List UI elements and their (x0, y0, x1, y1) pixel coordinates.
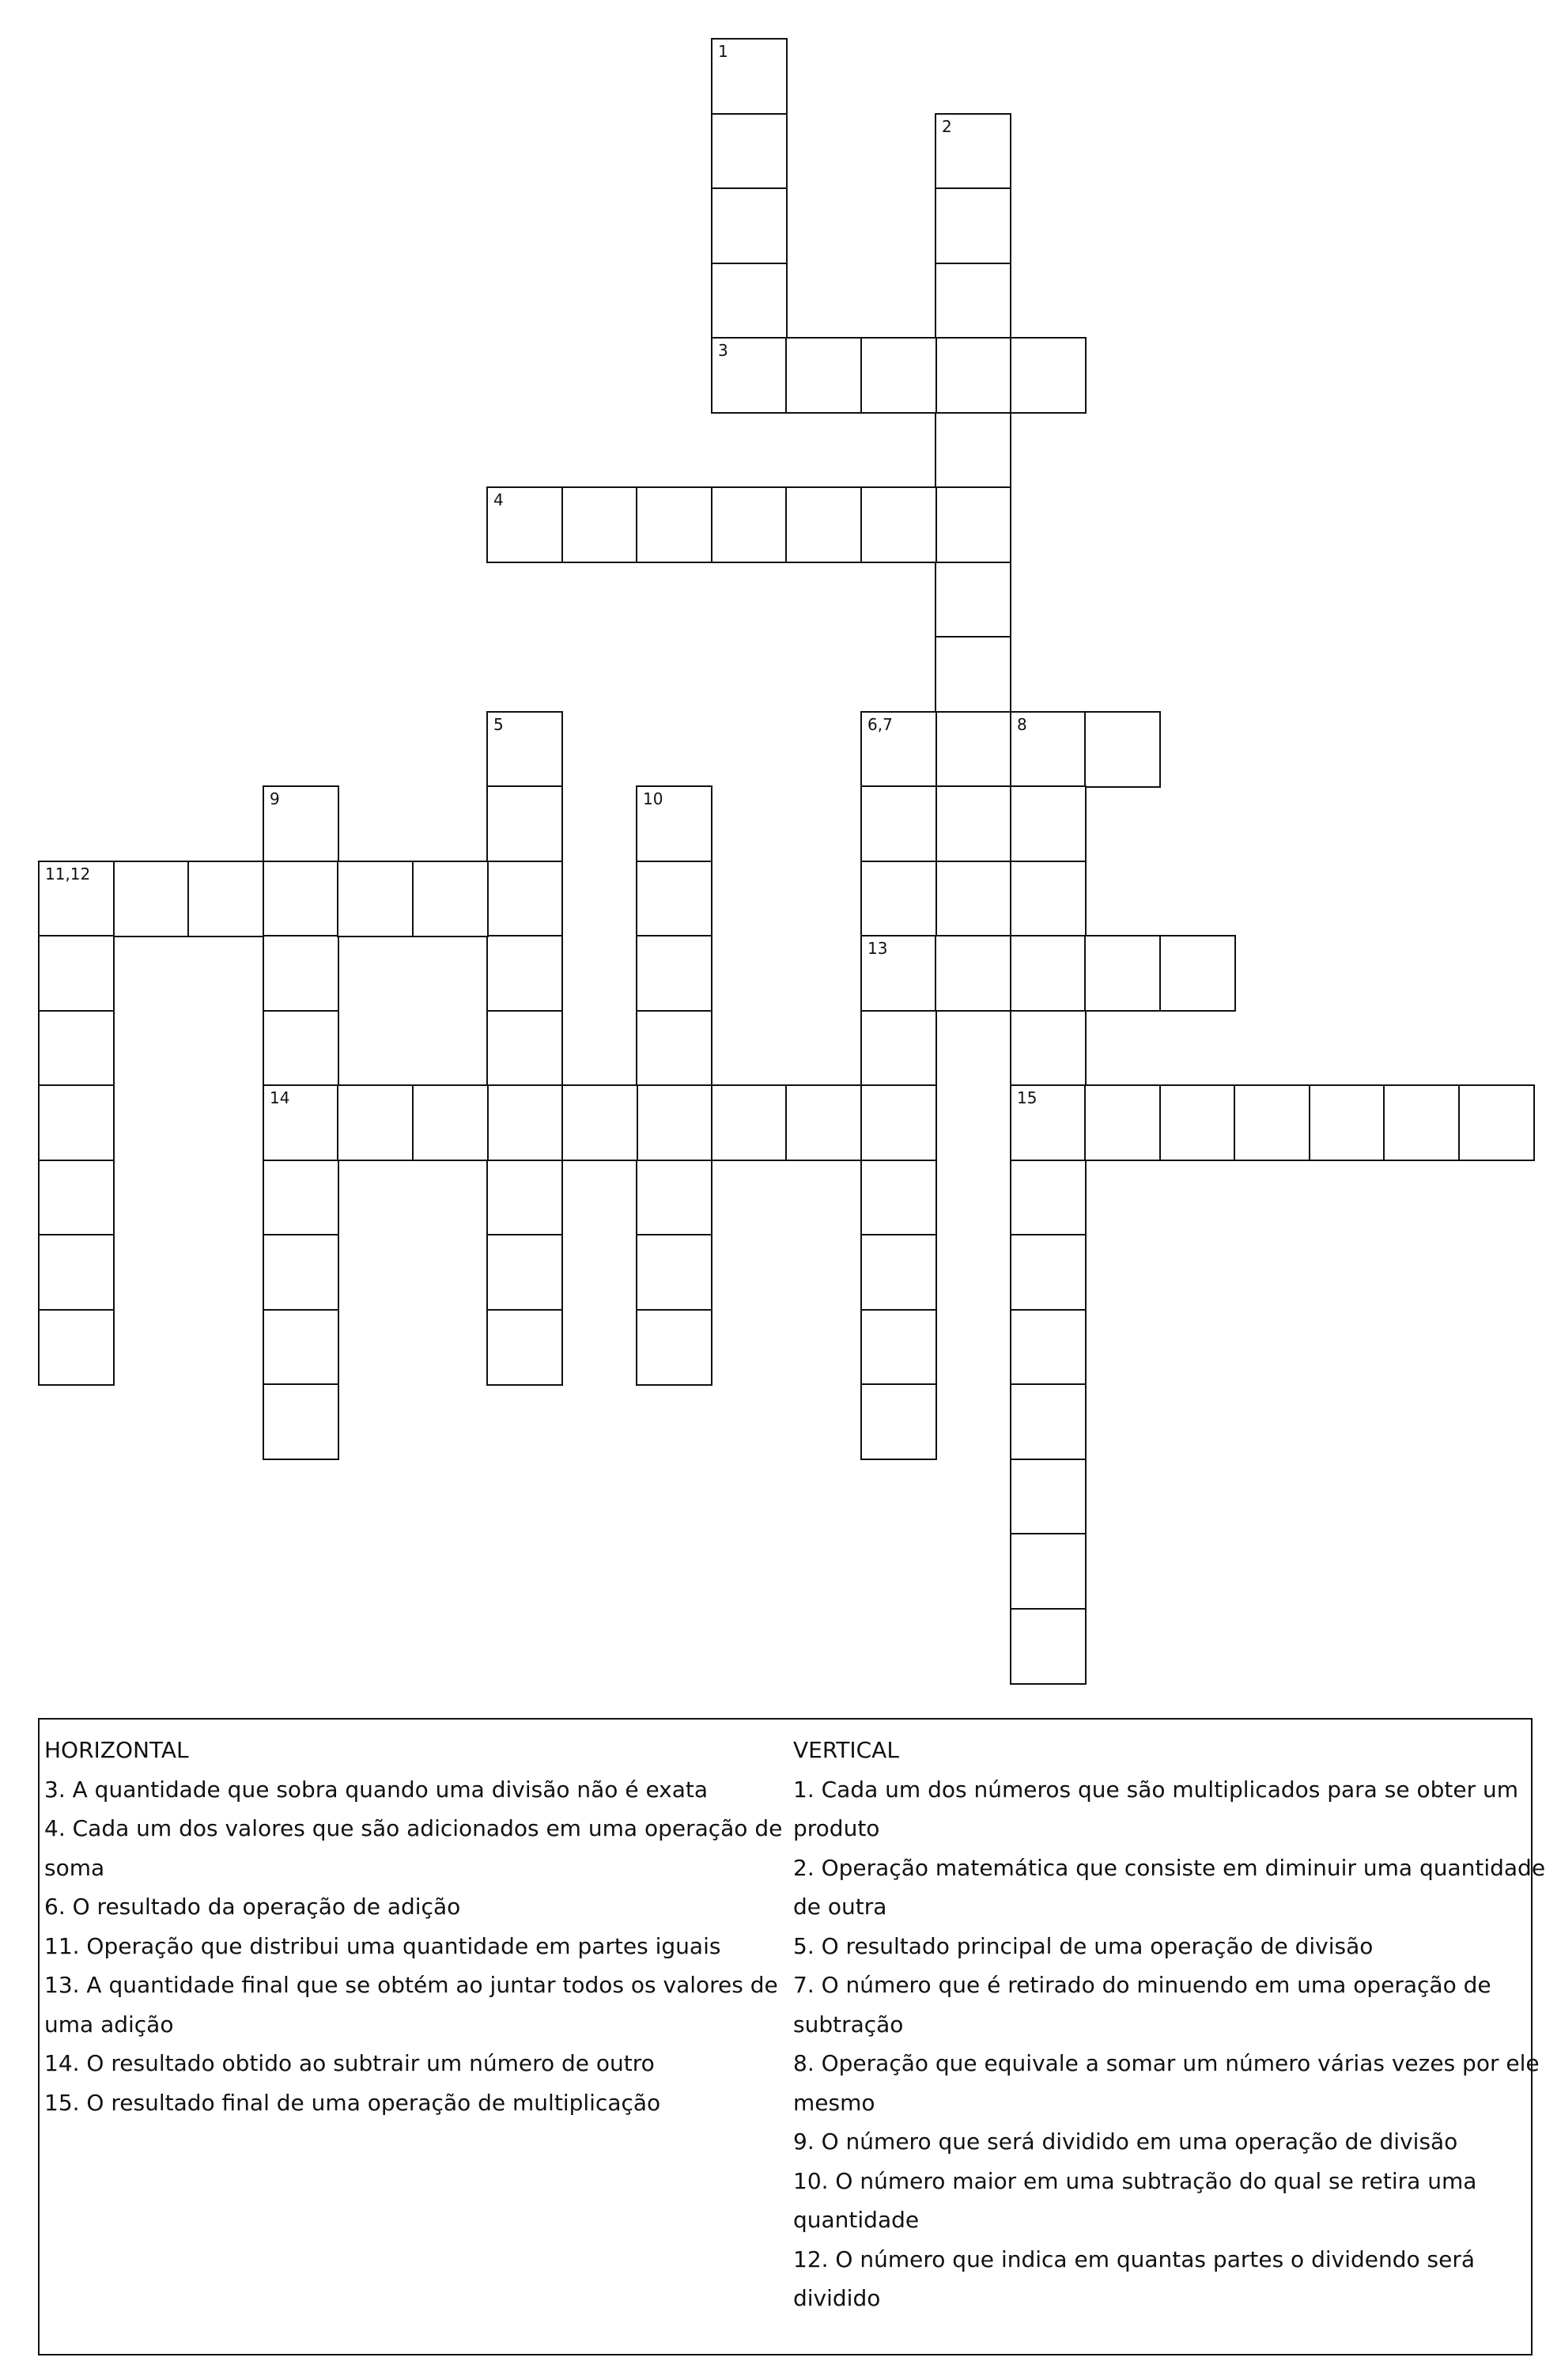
clue-line: 9. O número que será dividido em uma operação de divisão (793, 2128, 1458, 2155)
crossword-cell[interactable] (860, 337, 937, 414)
crossword-cell[interactable] (263, 1084, 339, 1161)
crossword-cell[interactable] (187, 861, 264, 937)
crossword-cell[interactable] (1010, 1084, 1087, 1161)
crossword-cell[interactable] (263, 1383, 339, 1460)
crossword-cell[interactable] (486, 1234, 563, 1311)
crossword-cell[interactable] (38, 1309, 115, 1386)
crossword-cell[interactable] (860, 1084, 937, 1161)
crossword-cell[interactable] (337, 1084, 414, 1161)
crossword-cell[interactable] (636, 1010, 712, 1087)
crossword-cell[interactable] (860, 935, 937, 1012)
crossword-cell[interactable] (1084, 935, 1161, 1012)
crossword-cell[interactable] (38, 861, 115, 937)
crossword-cell[interactable] (38, 1010, 115, 1087)
crossword-cell[interactable] (785, 337, 862, 414)
crossword-cell[interactable] (711, 187, 788, 264)
crossword-cell[interactable] (263, 935, 339, 1012)
vertical-clues (793, 1731, 1546, 2318)
crossword-cell[interactable] (860, 1309, 937, 1386)
crossword-cell[interactable] (486, 785, 563, 862)
clue-number: 9 (270, 789, 280, 808)
crossword-cell[interactable] (486, 1160, 563, 1236)
crossword-cell[interactable] (38, 935, 115, 1012)
crossword-cell[interactable] (935, 636, 1011, 713)
crossword-cell[interactable] (860, 1383, 937, 1460)
crossword-cell[interactable] (860, 1160, 937, 1236)
crossword-cell[interactable] (561, 486, 638, 563)
crossword-cell[interactable] (1458, 1084, 1535, 1161)
crossword-cell[interactable] (263, 1010, 339, 1087)
clue-number: 4 (493, 490, 504, 509)
clue-number: 2 (942, 117, 952, 136)
crossword-cell[interactable] (935, 486, 1011, 563)
crossword-cell[interactable] (1010, 1533, 1087, 1610)
crossword-cell[interactable] (486, 1084, 563, 1161)
crossword-cell[interactable] (860, 861, 937, 937)
crossword-cell[interactable] (412, 1084, 489, 1161)
crossword-cell[interactable] (636, 785, 712, 862)
clue-line: 12. O número que indica em quantas partes o dividendo será (793, 2246, 1476, 2272)
crossword-cell[interactable] (1084, 1084, 1161, 1161)
clue-number: 10 (643, 789, 663, 808)
crossword-cell[interactable] (860, 486, 937, 563)
crossword-cell[interactable] (935, 337, 1011, 414)
crossword-cell[interactable] (711, 263, 788, 339)
crossword-cell[interactable] (1010, 1608, 1087, 1685)
clue-line: de outra (793, 1894, 887, 1920)
clue-line: 13. A quantidade final que se obtém ao juntar todos os valores de (44, 1972, 778, 1998)
crossword-cell[interactable] (1383, 1084, 1460, 1161)
clue-number: 15 (1017, 1088, 1038, 1107)
crossword-cell[interactable] (263, 785, 339, 862)
clue-line: 4. Cada um dos valores que são adicionados em uma operação de (44, 1815, 783, 1841)
crossword-cell[interactable] (935, 711, 1011, 788)
clue-number: 6,7 (867, 715, 893, 734)
clue-line: 15. O resultado final de uma operação de multiplicação (44, 2089, 661, 2116)
crossword-cell[interactable] (486, 486, 563, 563)
crossword-cell[interactable] (412, 861, 489, 937)
crossword-cell[interactable] (486, 861, 563, 937)
clue-line: subtração (793, 2011, 904, 2038)
crossword-cell[interactable] (711, 38, 788, 115)
clue-number: 5 (493, 715, 504, 734)
clue-line: 1. Cada um dos números que são multiplicados para se obter um (793, 1776, 1518, 1803)
crossword-cell[interactable] (935, 785, 1011, 862)
crossword-cell[interactable] (860, 711, 937, 788)
horizontal-title: HORIZONTAL (44, 1737, 189, 1763)
clue-number: 1 (718, 42, 728, 61)
clue-number: 14 (270, 1088, 290, 1107)
crossword-cell[interactable] (337, 861, 414, 937)
clue-line: 6. O resultado da operação de adição (44, 1894, 461, 1920)
clue-number: 11,12 (45, 865, 91, 884)
clue-line: 3. A quantidade que sobra quando uma divisão não é exata (44, 1776, 709, 1803)
clues-box (38, 1718, 1546, 2355)
crossword-cell[interactable] (1159, 935, 1236, 1012)
crossword-cell[interactable] (636, 1160, 712, 1236)
clue-number: 3 (718, 341, 728, 360)
crossword-cell[interactable] (1010, 1234, 1087, 1311)
crossword-cell[interactable] (1010, 1383, 1087, 1460)
clue-line: 10. O número maior em uma subtração do qual se retira uma (793, 2167, 1477, 2194)
crossword-cell[interactable] (711, 113, 788, 190)
clue-line: uma adição (44, 2011, 174, 2038)
vertical-title: VERTICAL (793, 1737, 899, 1763)
crossword-cell[interactable] (1309, 1084, 1385, 1161)
crossword-cell[interactable] (1234, 1084, 1310, 1161)
crossword-cell[interactable] (935, 935, 1011, 1012)
crossword-cell[interactable] (935, 187, 1011, 264)
clue-line: quantidade (793, 2207, 920, 2233)
crossword-cell[interactable] (1010, 1459, 1087, 1535)
crossword-cell[interactable] (263, 861, 339, 937)
clue-number: 13 (867, 939, 888, 958)
crossword-cell[interactable] (1084, 711, 1161, 788)
crossword-cell[interactable] (1010, 861, 1087, 937)
clue-line: 5. O resultado principal de uma operação de divisão (793, 1932, 1374, 1959)
crossword-cell[interactable] (860, 1234, 937, 1311)
clue-line: 8. Operação que equivale a somar um número várias vezes por ele (793, 2050, 1540, 2076)
crossword-cell[interactable] (263, 1234, 339, 1311)
crossword-cell[interactable] (1010, 337, 1087, 414)
crossword-cell[interactable] (636, 1084, 712, 1161)
crossword-cell[interactable] (636, 861, 712, 937)
crossword-cell[interactable] (636, 1309, 712, 1386)
crossword-cell[interactable] (636, 935, 712, 1012)
crossword-cell[interactable] (935, 412, 1011, 489)
clue-line: 14. O resultado obtido ao subtrair um número de outro (44, 2050, 655, 2076)
crossword-cell[interactable] (1010, 1160, 1087, 1236)
clue-line: produto (793, 1815, 880, 1841)
crossword-cell[interactable] (935, 562, 1011, 638)
crossword-cell[interactable] (263, 1309, 339, 1386)
crossword-cell[interactable] (38, 1234, 115, 1311)
crossword-cell[interactable] (935, 263, 1011, 339)
crossword-cell[interactable] (1159, 1084, 1236, 1161)
clue-number: 8 (1017, 715, 1027, 734)
crossword-cell[interactable] (38, 1160, 115, 1236)
crossword-cell[interactable] (1010, 1010, 1087, 1087)
crossword-cell[interactable] (935, 113, 1011, 190)
crossword-cell[interactable] (711, 1084, 788, 1161)
clue-line: dividido (793, 2285, 881, 2311)
crossword-cell[interactable] (1010, 935, 1087, 1012)
crossword-cell[interactable] (486, 1309, 563, 1386)
crossword-cell[interactable] (636, 486, 712, 563)
crossword-cell[interactable] (486, 1010, 563, 1087)
crossword-cell[interactable] (1010, 785, 1087, 862)
crossword-cell[interactable] (1010, 1309, 1087, 1386)
crossword-cell[interactable] (1010, 711, 1087, 788)
crossword-cell[interactable] (711, 486, 788, 563)
crossword-cell[interactable] (486, 711, 563, 788)
crossword-cell[interactable] (486, 935, 563, 1012)
horizontal-clues (44, 1731, 783, 2122)
crossword-cell[interactable] (636, 1234, 712, 1311)
crossword-cell[interactable] (785, 1084, 862, 1161)
crossword-cell[interactable] (860, 1010, 937, 1087)
clue-line: 2. Operação matemática que consiste em diminuir uma quantidade (793, 1854, 1546, 1881)
clue-line: 7. O número que é retirado do minuendo em uma operação de (793, 1972, 1491, 1998)
clue-line: 11. Operação que distribui uma quantidade em partes iguais (44, 1932, 721, 1959)
crossword-cell[interactable] (935, 861, 1011, 937)
crossword-cell[interactable] (785, 486, 862, 563)
clue-line: soma (44, 1854, 105, 1881)
crossword-cell[interactable] (263, 1160, 339, 1236)
clue-line: mesmo (793, 2089, 875, 2116)
crossword-cell[interactable] (711, 337, 788, 414)
crossword-cell[interactable] (860, 785, 937, 862)
crossword-cell[interactable] (113, 861, 190, 937)
crossword-cell[interactable] (38, 1084, 115, 1161)
crossword-cell[interactable] (561, 1084, 638, 1161)
